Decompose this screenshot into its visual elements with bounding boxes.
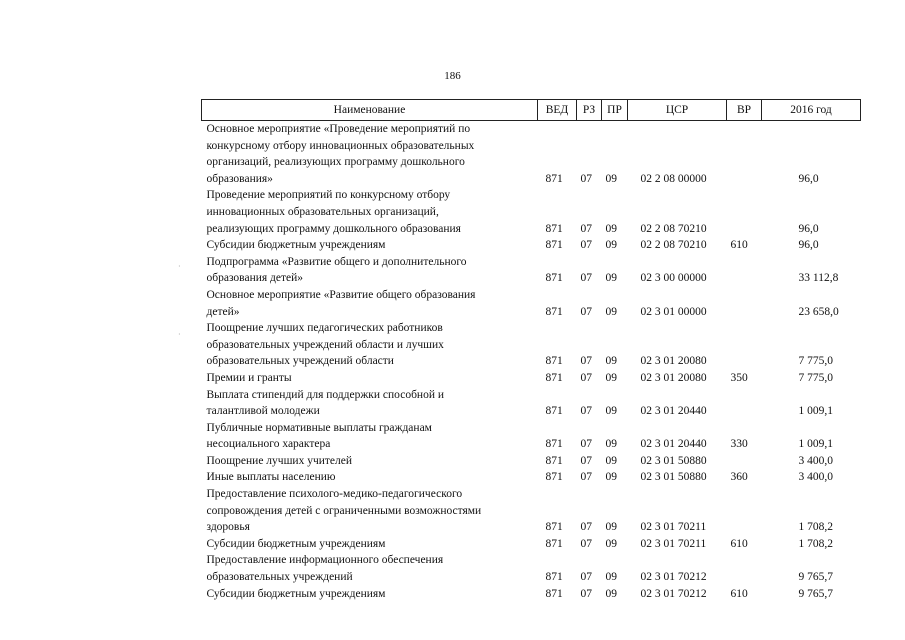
row-rz: 07 [580, 587, 592, 600]
row-name [202, 469, 538, 486]
row-rz: 07 [580, 454, 592, 467]
row-amount: 3 400,0 [798, 454, 833, 467]
row-name [202, 552, 538, 585]
row-ved: 871 [545, 272, 563, 285]
row-name-line: организаций, реализующих программу дошкольного [206, 156, 465, 169]
row-vr [727, 320, 762, 370]
row-name-line: Подпрограмма «Развитие общего и дополнительного [206, 255, 467, 268]
table-body [202, 121, 861, 603]
row-name [202, 187, 538, 237]
row-rz: 07 [580, 222, 592, 235]
row-name-line: Проведение мероприятий по конкурсному отбору [206, 189, 451, 202]
row-rz: 07 [580, 272, 592, 285]
row-pr: 09 [605, 355, 617, 368]
header-rz: РЗ [577, 100, 602, 121]
page-number: 186 [444, 70, 461, 82]
row-rz: 07 [580, 371, 592, 384]
row-amount: 1 009,1 [798, 405, 833, 418]
row-amount: 9 765,7 [798, 571, 833, 584]
row-pr: 09 [605, 571, 617, 584]
row-ved: 871 [545, 471, 563, 484]
table-row [202, 486, 861, 536]
row-ved: 871 [545, 405, 563, 418]
row-name-line: образовательных учреждений области [206, 355, 394, 368]
row-ved: 871 [545, 305, 563, 318]
row-rz: 07 [580, 571, 592, 584]
table-row [202, 469, 861, 486]
row-ved: 871 [545, 438, 563, 451]
row-name-line: Основное мероприятие «Развитие общего образования [206, 288, 476, 301]
table-row [202, 420, 861, 453]
margin-mark: · [178, 262, 181, 271]
row-name-line: реализующих программу дошкольного образования [206, 222, 461, 235]
table-row [202, 370, 861, 387]
row-vr [727, 453, 762, 470]
row-amount: 96,0 [798, 239, 819, 252]
row-name-line: талантливой молодежи [206, 405, 320, 418]
row-name-line: Поощрение лучших учителей [206, 454, 353, 467]
row-rz: 07 [580, 405, 592, 418]
row-amount: 96,0 [798, 222, 819, 235]
row-name-line: здоровья [206, 521, 250, 534]
row-vr: 610 [730, 239, 748, 252]
row-amount: 96,0 [798, 172, 819, 185]
row-amount: 1 009,1 [798, 438, 833, 451]
row-pr: 09 [605, 272, 617, 285]
row-name [202, 536, 538, 553]
row-rz: 07 [580, 355, 592, 368]
row-amount: 23 658,0 [798, 305, 839, 318]
table-row [202, 254, 861, 287]
table-row [202, 320, 861, 370]
row-amount: 33 112,8 [798, 272, 839, 285]
row-csr: 02 3 01 50880 [640, 454, 707, 467]
row-vr: 610 [730, 537, 748, 550]
row-rz: 07 [580, 172, 592, 185]
row-vr [727, 486, 762, 536]
row-vr: 360 [730, 471, 748, 484]
row-name [202, 420, 538, 453]
header-ved: ВЕД [538, 100, 577, 121]
row-csr: 02 3 01 20440 [640, 438, 707, 451]
row-rz: 07 [580, 537, 592, 550]
table-row [202, 536, 861, 553]
row-ved: 871 [545, 571, 563, 584]
row-name [202, 370, 538, 387]
row-csr: 02 3 01 00000 [640, 305, 707, 318]
row-vr [727, 552, 762, 585]
row-csr: 02 3 01 70212 [640, 571, 707, 584]
row-amount: 9 765,7 [798, 587, 833, 600]
row-vr [727, 254, 762, 287]
row-csr: 02 3 01 20080 [640, 355, 707, 368]
row-name [202, 486, 538, 536]
row-amount: 3 400,0 [798, 471, 833, 484]
row-csr: 02 3 01 20080 [640, 371, 707, 384]
row-ved: 871 [545, 537, 563, 550]
row-vr [727, 187, 762, 237]
row-ved: 871 [545, 587, 563, 600]
row-name-line: образовательных учреждений области и лучших [206, 338, 444, 351]
table-row [202, 187, 861, 237]
row-ved: 871 [545, 521, 563, 534]
row-vr: 350 [730, 371, 748, 384]
row-pr: 09 [605, 172, 617, 185]
row-name [202, 453, 538, 470]
row-rz: 07 [580, 239, 592, 252]
row-csr: 02 3 00 00000 [640, 272, 707, 285]
row-amount: 7 775,0 [798, 371, 833, 384]
row-csr: 02 3 01 70212 [640, 587, 707, 600]
table-row [202, 237, 861, 254]
row-name [202, 387, 538, 420]
row-amount: 1 708,2 [798, 537, 833, 550]
row-pr: 09 [605, 537, 617, 550]
row-name-line: конкурсному отбору инновационных образовательных [206, 139, 475, 152]
row-pr: 09 [605, 305, 617, 318]
row-csr: 02 2 08 70210 [640, 239, 707, 252]
row-rz: 07 [580, 521, 592, 534]
header-pr: ПР [602, 100, 628, 121]
row-csr: 02 3 01 70211 [640, 521, 707, 534]
row-name-line: Субсидии бюджетным учреждениям [206, 537, 386, 550]
row-name [202, 320, 538, 370]
row-name-line: Предоставление информационного обеспечения [206, 554, 444, 567]
row-name-line: образования» [206, 172, 273, 185]
row-name-line: Основное мероприятие «Проведение мероприятий по [206, 123, 471, 135]
row-pr: 09 [605, 222, 617, 235]
row-pr: 09 [605, 405, 617, 418]
row-name-line: образования детей» [206, 272, 304, 285]
row-name-line: сопровождения детей с ограниченными возможностями [206, 504, 482, 517]
table-row [202, 387, 861, 420]
row-vr: 330 [730, 438, 748, 451]
row-name [202, 586, 538, 603]
row-vr: 610 [730, 587, 748, 600]
row-name [202, 254, 538, 287]
header-csr: ЦСР [628, 100, 727, 121]
row-pr: 09 [605, 371, 617, 384]
row-name-line: Выплата стипендий для поддержки способной и [206, 388, 445, 401]
table-row [202, 453, 861, 470]
row-csr: 02 3 01 50880 [640, 471, 707, 484]
row-rz: 07 [580, 305, 592, 318]
row-name-line: Премии и гранты [206, 371, 292, 384]
table-row [202, 287, 861, 320]
header-name: Наименование [202, 100, 538, 121]
row-name [202, 287, 538, 320]
row-ved: 871 [545, 239, 563, 252]
margin-mark: · [178, 330, 181, 339]
row-pr: 09 [605, 454, 617, 467]
row-ved: 871 [545, 454, 563, 467]
table-header-row [202, 100, 861, 121]
header-vr: ВР [727, 100, 762, 121]
table-row [202, 586, 861, 603]
table-row [202, 552, 861, 585]
row-name-line: Субсидии бюджетным учреждениям [206, 239, 386, 252]
header-year: 2016 год [762, 100, 861, 121]
row-rz: 07 [580, 471, 592, 484]
row-name-line: инновационных образовательных организаций, [206, 205, 439, 218]
row-rz: 07 [580, 438, 592, 451]
row-vr [727, 387, 762, 420]
budget-table [201, 99, 861, 602]
row-ved: 871 [545, 371, 563, 384]
row-pr: 09 [605, 438, 617, 451]
table-row [202, 121, 861, 188]
row-vr [727, 121, 762, 188]
row-csr: 02 3 01 20440 [640, 405, 707, 418]
row-csr: 02 3 01 70211 [640, 537, 707, 550]
row-name-line: Иные выплаты населению [206, 471, 336, 484]
row-pr: 09 [605, 587, 617, 600]
row-csr: 02 2 08 00000 [640, 172, 707, 185]
row-pr: 09 [605, 471, 617, 484]
row-pr: 09 [605, 239, 617, 252]
row-amount: 7 775,0 [798, 355, 833, 368]
row-name-line: Предоставление психолого-медико-педагогического [206, 488, 463, 501]
row-csr: 02 2 08 70210 [640, 222, 707, 235]
row-name-line: Поощрение лучших педагогических работников [206, 322, 443, 335]
row-ved: 871 [545, 222, 563, 235]
row-pr: 09 [605, 521, 617, 534]
row-name-line: Субсидии бюджетным учреждениям [206, 587, 386, 600]
row-name [202, 237, 538, 254]
row-ved: 871 [545, 355, 563, 368]
row-name-line: несоциального характера [206, 438, 331, 451]
row-name-line: Публичные нормативные выплаты гражданам [206, 421, 432, 434]
row-ved: 871 [545, 172, 563, 185]
row-vr [727, 287, 762, 320]
row-name-line: образовательных учреждений [206, 571, 353, 584]
row-name [202, 121, 538, 188]
row-name-line: детей» [206, 305, 240, 318]
row-amount: 1 708,2 [798, 521, 833, 534]
